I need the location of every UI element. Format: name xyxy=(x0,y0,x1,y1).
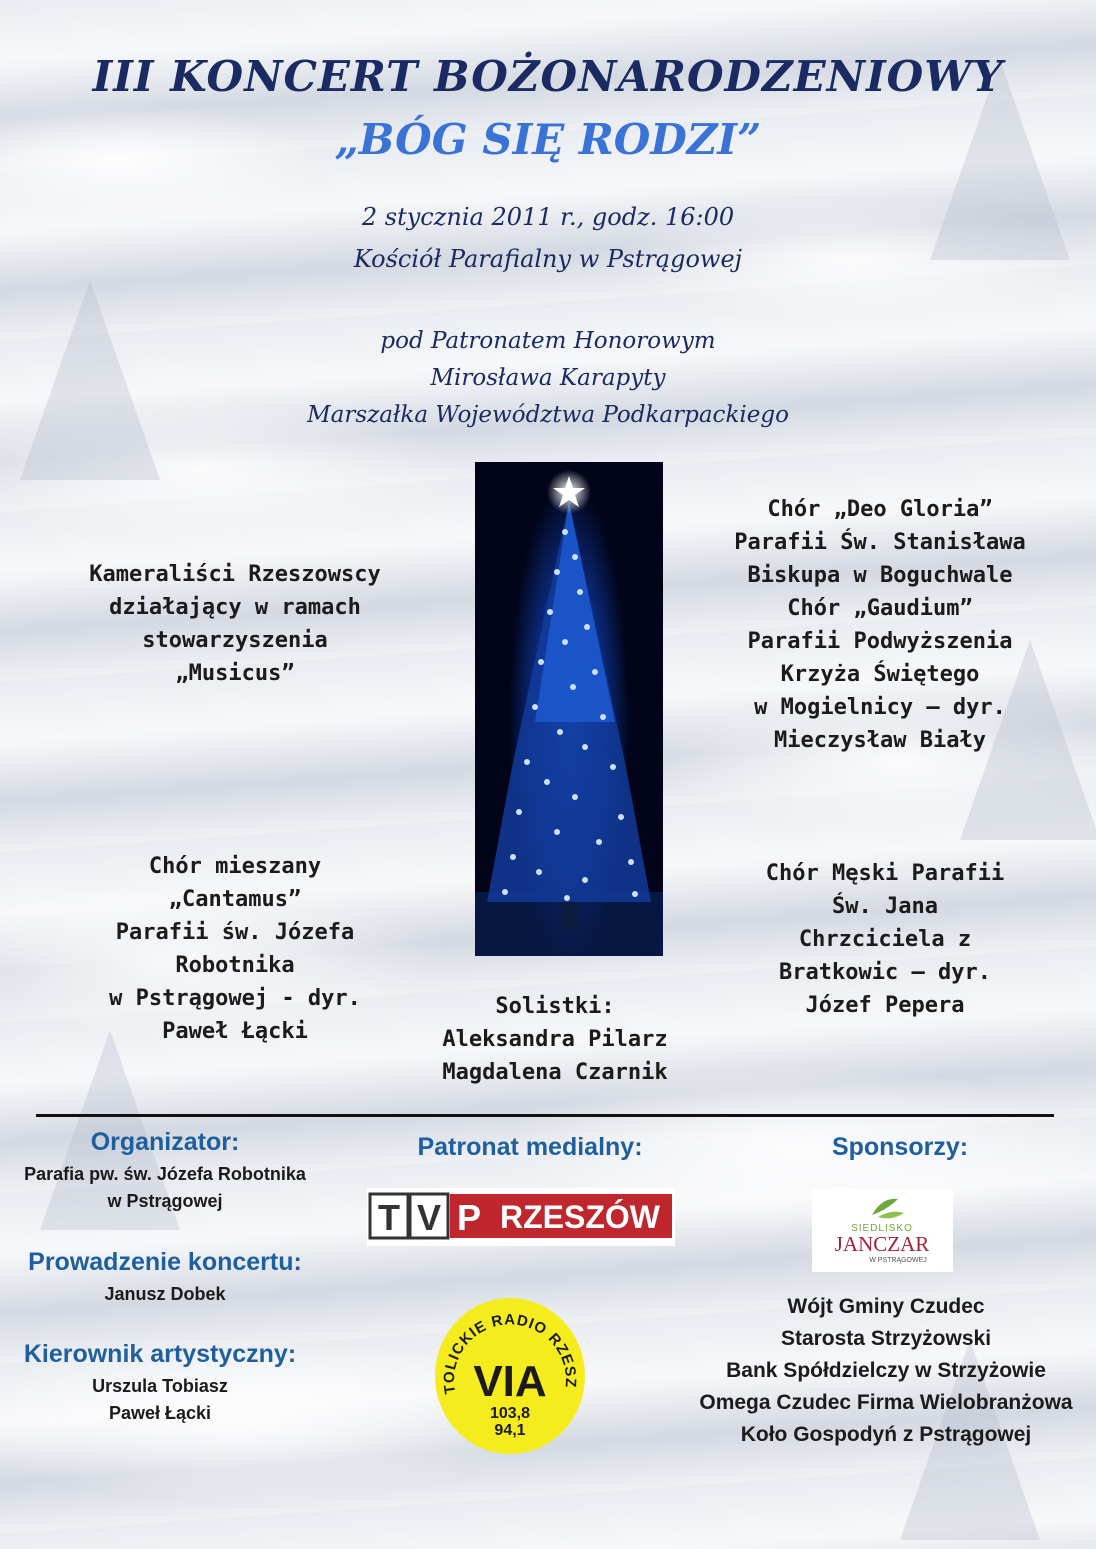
tvp-letter: V xyxy=(416,1197,442,1238)
host-section xyxy=(0,1248,330,1308)
performer-line: stowarzyszenia xyxy=(142,628,328,653)
concert-date: 2 stycznia 2011 r., godz. 16:00 xyxy=(361,203,735,231)
concert-subtitle: „BÓG SIĘ RODZI” xyxy=(334,115,762,164)
radio-via-logo xyxy=(433,1296,587,1456)
soloists xyxy=(400,990,710,1089)
performer-line: Chór „Gaudium” xyxy=(787,596,973,621)
performer-cantamus xyxy=(40,850,430,1048)
sponsor-item: Wójt Gminy Czudec xyxy=(787,1295,985,1318)
soloists-heading: Solistki: xyxy=(495,994,615,1019)
performer-line: Chór Męski Parafii xyxy=(765,861,1005,886)
performer-line: Krzyża Świętego xyxy=(780,662,980,687)
performer-line: działający w ramach xyxy=(109,595,361,620)
section-divider xyxy=(36,1114,1054,1117)
janczar-top-text: SIEDLISKO xyxy=(851,1223,913,1234)
organizer-heading: Organizator: xyxy=(90,1128,240,1156)
sponsor-item: Starosta Strzyżowski xyxy=(780,1327,992,1350)
media-patronage-heading: Patronat medialny: xyxy=(417,1133,643,1161)
performer-line: w Pstrągowej - dyr. xyxy=(109,986,361,1011)
janczar-name: JANCZAR xyxy=(834,1232,930,1256)
host-name: Janusz Dobek xyxy=(104,1284,226,1304)
performer-line: Św. Jana xyxy=(832,894,938,919)
performer-line: Chór mieszany xyxy=(148,854,322,879)
leaf-icon xyxy=(878,1212,904,1219)
performer-line: Mieczysław Biały xyxy=(774,728,986,753)
sponsors-heading: Sponsorzy: xyxy=(831,1133,969,1161)
tvp-letter: P xyxy=(456,1197,482,1238)
christmas-tree-photo xyxy=(475,462,663,956)
honorary-patronage xyxy=(0,323,1096,434)
soloist-name: Magdalena Czarnik xyxy=(442,1060,668,1085)
performer-line: Chrzciciela z xyxy=(798,927,972,952)
performer-line: w Mogielnicy – dyr. xyxy=(754,695,1006,720)
performer-line: Józef Pepera xyxy=(805,993,965,1018)
concert-place: Kościół Parafialny w Pstrągowej xyxy=(353,245,743,273)
performer-line: Robotnika xyxy=(175,953,295,978)
siedlisko-janczar-logo xyxy=(812,1189,953,1272)
performer-line: Parafii św. Józefa xyxy=(115,920,355,945)
tvp-letter: T xyxy=(378,1197,400,1238)
artistic-name: Paweł Łącki xyxy=(108,1403,212,1423)
performer-deo-gloria-gaudium xyxy=(695,493,1065,757)
organizer-line: Parafia pw. św. Józefa Robotnika xyxy=(24,1164,306,1184)
patronage-line: pod Patronatem Honorowym xyxy=(380,328,716,354)
via-ring-text: TOLICKIE RADIO RZESZ xyxy=(440,1311,580,1396)
performer-line: „Musicus” xyxy=(175,661,295,686)
organizer-section xyxy=(0,1128,330,1215)
artistic-name: Urszula Tobiasz xyxy=(92,1376,228,1396)
concert-title: III KONCERT BOŻONARODZENIOWY xyxy=(92,52,1004,101)
performer-line: Biskupa w Boguchwale xyxy=(747,563,1013,588)
artistic-heading: Kierownik artystyczny: xyxy=(23,1340,297,1368)
performer-kameralisci xyxy=(40,558,430,690)
sponsor-item: Bank Spółdzielczy w Strzyżowie xyxy=(726,1359,1046,1382)
tvp-rzeszow-logo xyxy=(367,1188,675,1246)
via-frequency: 94,1 xyxy=(494,1422,526,1439)
soloist-name: Aleksandra Pilarz xyxy=(442,1027,668,1052)
performer-line: Chór „Deo Gloria” xyxy=(767,497,993,522)
sponsors-list xyxy=(676,1291,1096,1451)
patron-title: Marszałka Województwa Podkarpackiego xyxy=(307,402,789,428)
via-name: VIA xyxy=(473,1357,547,1406)
janczar-sub: W PSTRĄGOWEJ xyxy=(869,1257,927,1264)
organizer-line: w Pstrągowej xyxy=(107,1191,223,1211)
performer-line: Parafii Podwyższenia xyxy=(747,629,1013,654)
performer-line: Kameraliści Rzeszowscy xyxy=(89,562,381,587)
via-frequency: 103,8 xyxy=(489,1405,531,1422)
performer-line: „Cantamus” xyxy=(168,887,302,912)
performer-chor-meski xyxy=(695,857,1075,1022)
patron-name: Mirosława Karapyty xyxy=(430,365,666,391)
host-heading: Prowadzenie koncertu: xyxy=(28,1248,302,1276)
performer-line: Bratkowic – dyr. xyxy=(779,960,991,985)
performer-line: Paweł Łącki xyxy=(162,1019,308,1044)
artistic-director-section xyxy=(0,1340,320,1427)
sponsor-item: Omega Czudec Firma Wielobranżowa xyxy=(699,1391,1073,1414)
sponsor-item: Koło Gospodyń z Pstrągowej xyxy=(740,1423,1032,1446)
performer-line: Parafii Św. Stanisława xyxy=(734,530,1026,555)
tvp-city: RZESZÓW xyxy=(500,1199,660,1235)
lit-tree-illustration xyxy=(475,462,663,956)
